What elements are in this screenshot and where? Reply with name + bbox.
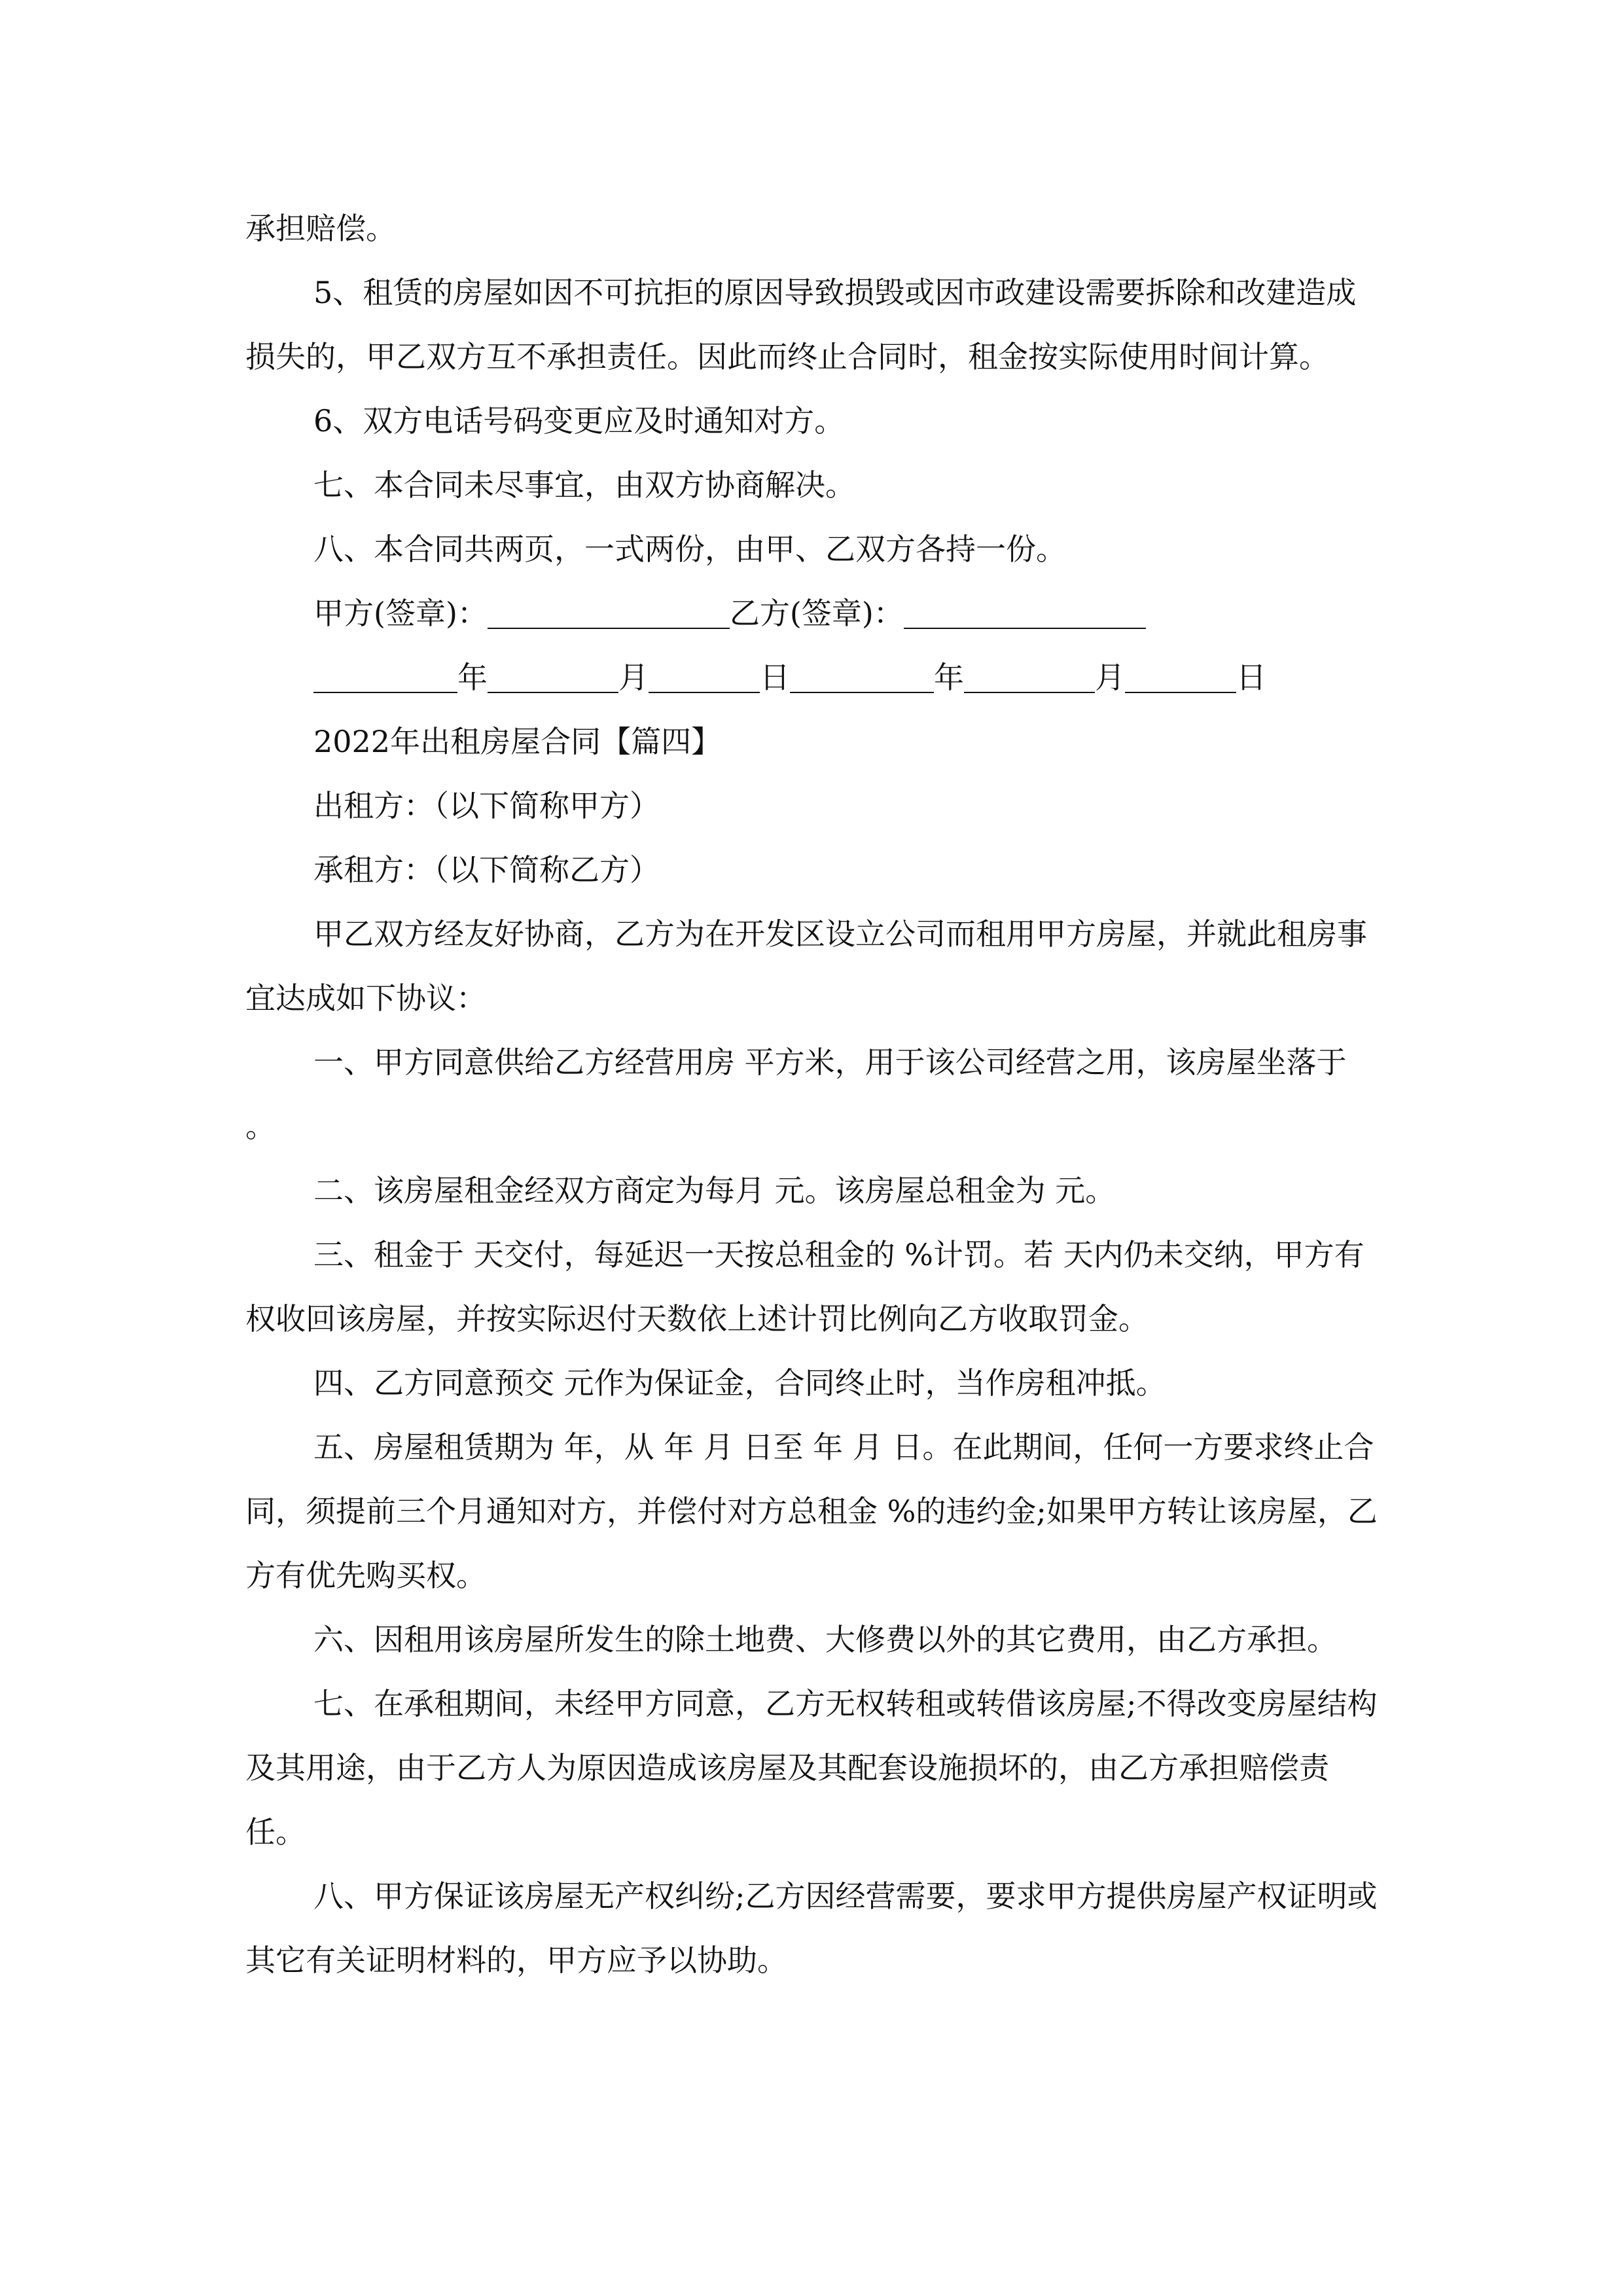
section-title: 2022年出租房屋合同【篇四】 [313,724,722,759]
clause-5: 5、租赁的房屋如因不可抗拒的原因导致损毁或因市政建设需要拆除和改建造成损失的，甲乙双方互不承担责任。因此而终止合同时，租金按实际使用时间计算。 [245,275,1357,374]
article-2: 二、该房屋租金经双方商定为每月 元。该房屋总租金为 元。 [313,1173,1116,1208]
party-b-signature-blank [904,595,1146,629]
party-a-signature-blank [488,595,730,629]
month-label: 月 [1095,660,1125,695]
month-label: 月 [618,660,649,695]
year-label: 年 [457,660,488,695]
party-a-month-blank [488,659,618,693]
party-b-day-blank [1125,659,1236,693]
party-a-signature-label: 甲方(签章)： [313,596,488,631]
party-b-signature-label: 乙方(签章)： [729,596,904,631]
article-8: 八、本合同共两页，一式两份，由甲、乙双方各持一份。 [313,531,1066,567]
lessee-line: 承租方：（以下简称乙方） [313,852,660,888]
lessor-line: 出租方：（以下简称甲方） [313,788,660,823]
clause-6: 6、双方电话号码变更应及时通知对方。 [313,403,845,439]
article-4: 四、乙方同意预交 元作为保证金，合同终止时，当作房租冲抵。 [313,1365,1166,1401]
article-6: 六、因租用该房屋所发生的除土地费、大修费以外的其它费用，由乙方承担。 [313,1622,1337,1657]
article-7-lease: 七、在承租期间，未经甲方同意，乙方无权转租或转借该房屋;不得改变房屋结构及其用途，由于乙方人为原因造成该房屋及其配套设施损坏的，由乙方承担赔偿责任。 [245,1686,1378,1850]
party-a-year-blank [313,659,457,693]
intro-paragraph: 甲乙双方经友好协商，乙方为在开发区设立公司而租用甲方房屋，并就此租房事宜达成如下协议： [245,916,1367,1016]
year-label: 年 [934,660,964,695]
party-b-year-blank [790,659,934,693]
article-5: 五、房屋租赁期为 年，从 年 月 日至 年 月 日。在此期间，任何一方要求终止合同，须提前三个月通知对方，并偿付对方总租金 %的违约金;如果甲方转让该房屋，乙方有优先购买权。 [245,1429,1378,1593]
paragraph-continuation: 承担赔偿。 [245,211,396,246]
party-a-day-blank [649,659,760,693]
signature-line [245,581,1378,645]
article-3: 三、租金于 天交付，每延迟一天按总租金的 %计罚。若 天内仍未交纳，甲方有权收回该房屋，并按实际迟付天数依上述计罚比例向乙方收取罚金。 [245,1237,1364,1336]
day-label: 日 [760,660,790,695]
document-body [245,196,1378,1992]
party-b-month-blank [964,659,1095,693]
article-1: 一、甲方同意供给乙方经营用房 平方米，用于该公司经营之用，该房屋坐落于 。 [245,1045,1347,1144]
article-7: 七、本合同未尽事宜，由双方协商解决。 [313,467,855,503]
day-label: 日 [1236,660,1266,695]
article-8-lease: 八、甲方保证该房屋无产权纠纷;乙方因经营需要，要求甲方提供房屋产权证明或其它有关证明材料的，甲方应予以协助。 [245,1878,1378,1978]
date-line [245,645,1378,709]
